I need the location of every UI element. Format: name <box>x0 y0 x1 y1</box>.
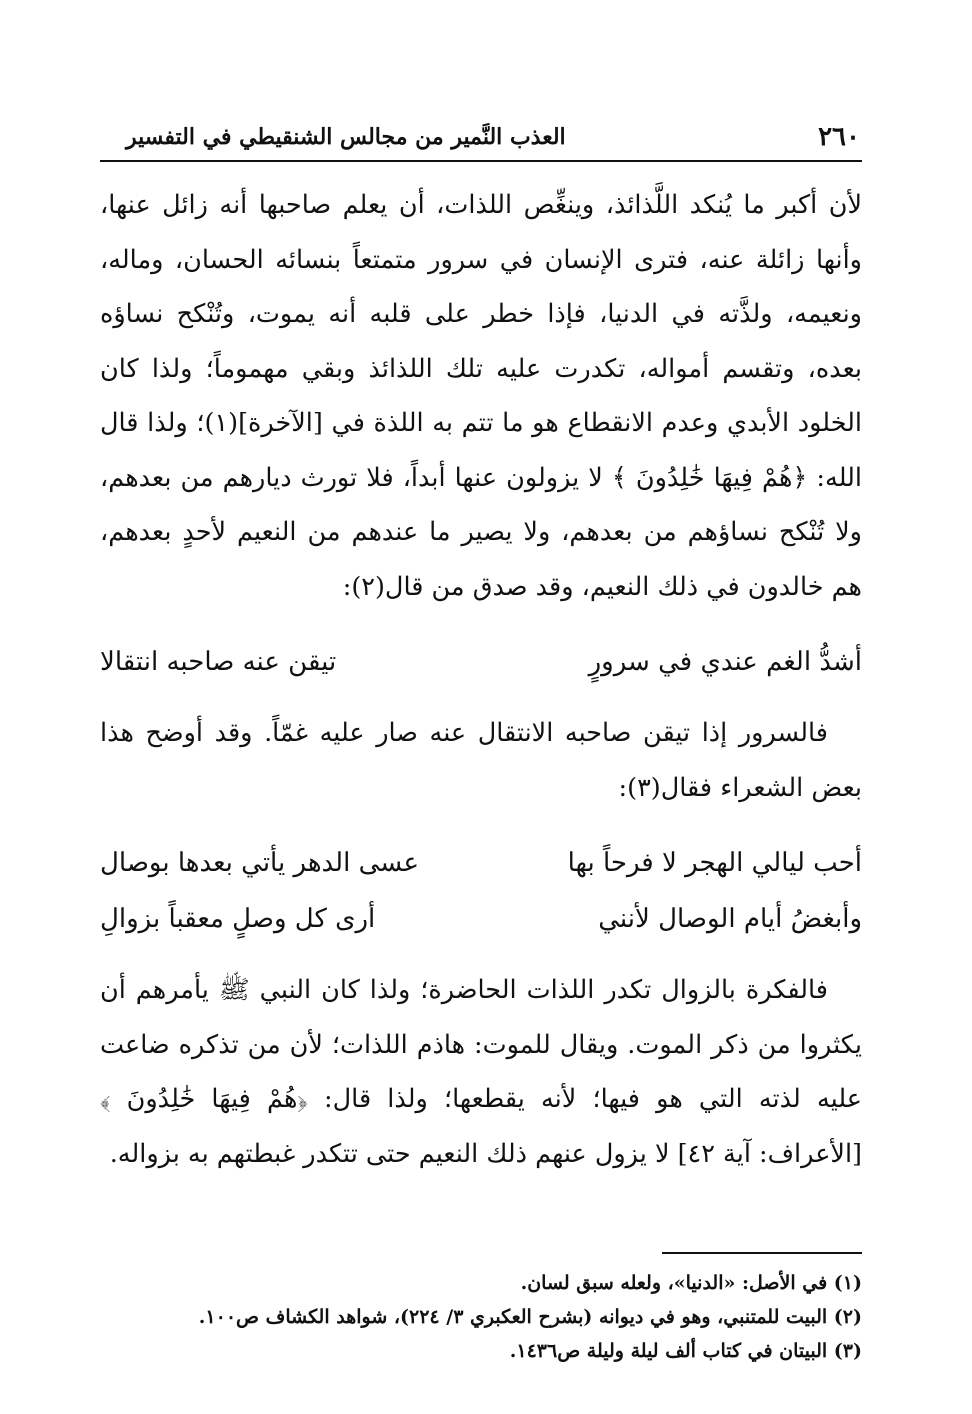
running-title: العذب النَّمير من مجالس الشنقيطي في التفسير <box>126 124 566 150</box>
spacer <box>100 815 862 835</box>
poem-verse-1 <box>100 634 862 690</box>
verse-hemistich-first: أحب ليالي الهجر لا فرحاً بها <box>567 848 862 878</box>
footnote-2: (٢) البيت للمتنبي، وهو في ديوانه (بشرح العكبري ٣/ ٢٢٤)، شواهد الكشاف ص١٠٠. <box>198 1306 862 1328</box>
poem-verse-3 <box>100 891 862 947</box>
spacer <box>100 690 862 706</box>
verse-hemistich-first: أشدُّ الغم عندي في سرورٍ <box>588 647 862 677</box>
header-rule <box>100 160 862 162</box>
main-text <box>100 178 862 1181</box>
page-number: ٢٦٠ <box>818 122 860 152</box>
paragraph-1: لأن أكبر ما يُنكد اللَّذائذ، وينغِّص اللذات، أن يعلم صاحبها أنه زائل عنها، وأنها زائلة عنه، فترى الإنسان في سرور متمتعاً بنسائه الحسان، وماله، ونعيمه، ولذَّته في الدنيا، فإذا خطر على قلبه أنه يموت، وتُنْكح نساؤه بعده، وتقسم أمواله، تكدرت عليه تلك اللذائذ وبقي مهموماً؛ ولذا كان الخلود الأبدي وعدم الانقطاع هو ما تتم به اللذة في [الآخرة](١)؛ ولذا قال الله: ﴿هُمْ فِيهَا خَٰلِدُونَ ﴾ لا يزولون عنها أبداً، فلا تورث ديارهم من بعدهم، ولا تُنْكح نساؤهم من بعدهم، ولا يصير ما عندهم من النعيم لأحدٍ بعدهم، هم خالدون في ذلك النعيم، وقد صدق من قال(٢): <box>100 190 863 602</box>
paragraph-3: فالفكرة بالزوال تكدر اللذات الحاضرة؛ ولذا كان النبي ﷺ يأمرهم أن يكثروا من ذكر الموت. ويقال للموت: هاذم اللذات؛ لأن من تذكره ضاعت عليه لذته التي هو فيها؛ لأنه يقطعها؛ ولذا قال: ﴿هُمْ فِيهَا خَٰلِدُونَ ﴾ [الأعراف: آية ٤٢] لا يزول عنهم ذلك النعيم حتى تتكدر غبطتهم به بزواله. <box>100 975 862 1169</box>
footnotes <box>100 1252 862 1368</box>
verse-hemistich-second: عسى الدهر يأتي بعدها بوصال <box>100 848 419 878</box>
footnote-1: (١) في الأصل: «الدنيا»، ولعله سبق لسان. <box>520 1272 862 1294</box>
paragraph-2: فالسرور إذا تيقن صاحبه الانتقال عنه صار عليه غمّاً. وقد أوضح هذا بعض الشعراء فقال(٣): <box>100 718 862 803</box>
spacer <box>100 947 862 963</box>
page-header <box>126 122 860 162</box>
spacer <box>100 614 862 634</box>
verse-hemistich-first: وأبغضُ أيام الوصال لأنني <box>598 904 862 934</box>
verse-hemistich-second: تيقن عنه صاحبه انتقالا <box>100 647 337 677</box>
verse-hemistich-second: أرى كل وصلٍ معقباً بزوالِ <box>100 904 376 934</box>
footnote-rule <box>662 1252 862 1254</box>
footnote-3: (٣) البيتان في كتاب ألف ليلة وليلة ص١٤٣٦. <box>509 1340 862 1362</box>
poem-verse-2 <box>100 835 862 891</box>
